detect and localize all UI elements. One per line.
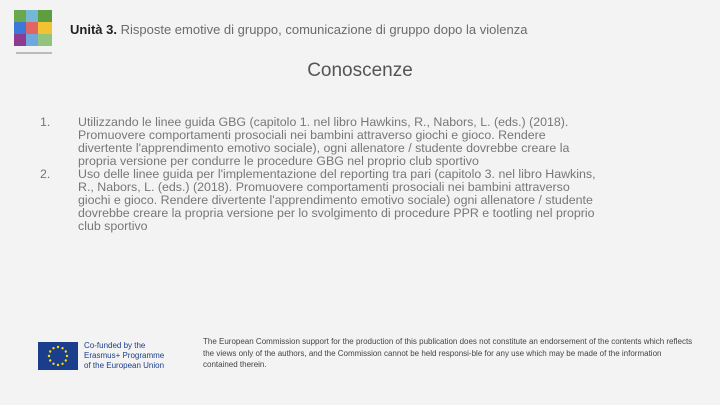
eu-logo-text — [84, 341, 164, 371]
project-logo-icon — [12, 8, 56, 60]
eu-cofunded-logo — [38, 338, 198, 374]
slide-header — [70, 22, 690, 37]
unit-title: Risposte emotive di gruppo, comunicazione di gruppo dopo la violenza — [120, 22, 528, 37]
eu-logo-line: Erasmus+ Programme — [84, 351, 165, 360]
list-item — [40, 168, 600, 233]
section-title: Conoscenze — [307, 60, 413, 81]
list-item-number: 2. — [40, 167, 51, 181]
list-item — [40, 116, 600, 168]
list-item-text: Utilizzando le linee guida GBG (capitolo 1. nel libro Hawkins, R., Nabors, L. (eds.) (2018). Promuovere comportamenti prosociali nei bambini attraverso giochi e gioco. Rendere divertente l'apprendimento emotivo sociale), ogni allenatore / studente dovrebbe creare la propria versione per condurre le procedure GBG nel proprio club sportivo — [78, 115, 570, 168]
eu-flag-icon — [38, 342, 78, 370]
list-item-text: Uso delle linee guida per l'implementazione del reporting tra pari (capitolo 3. nel libro Hawkins, R., Nabors, L. (eds.) (2018). Promuovere comportamenti prosociali nei bambini attraverso giochi e gioco. Rendere divertente l'apprendimento emotivo sociale) ogni allenatore / studente dovrebbe creare la propria versione per lo svolgimento di procedure PPR e tootling nel proprio club sportivo — [78, 167, 596, 233]
eu-disclaimer: The European Commission support for the production of this publication does not constitute an endorsement of the contents which reflects the views only of the authors, and the Commission cannot be held responsi-ble for any use which may be made of the information contained therein. — [203, 337, 693, 369]
knowledge-list — [40, 116, 600, 233]
eu-logo-line: Co-funded by the — [84, 341, 146, 350]
list-item-number: 1. — [40, 115, 51, 129]
eu-logo-line: of the European Union — [84, 361, 165, 370]
unit-label: Unità 3. — [70, 22, 117, 37]
